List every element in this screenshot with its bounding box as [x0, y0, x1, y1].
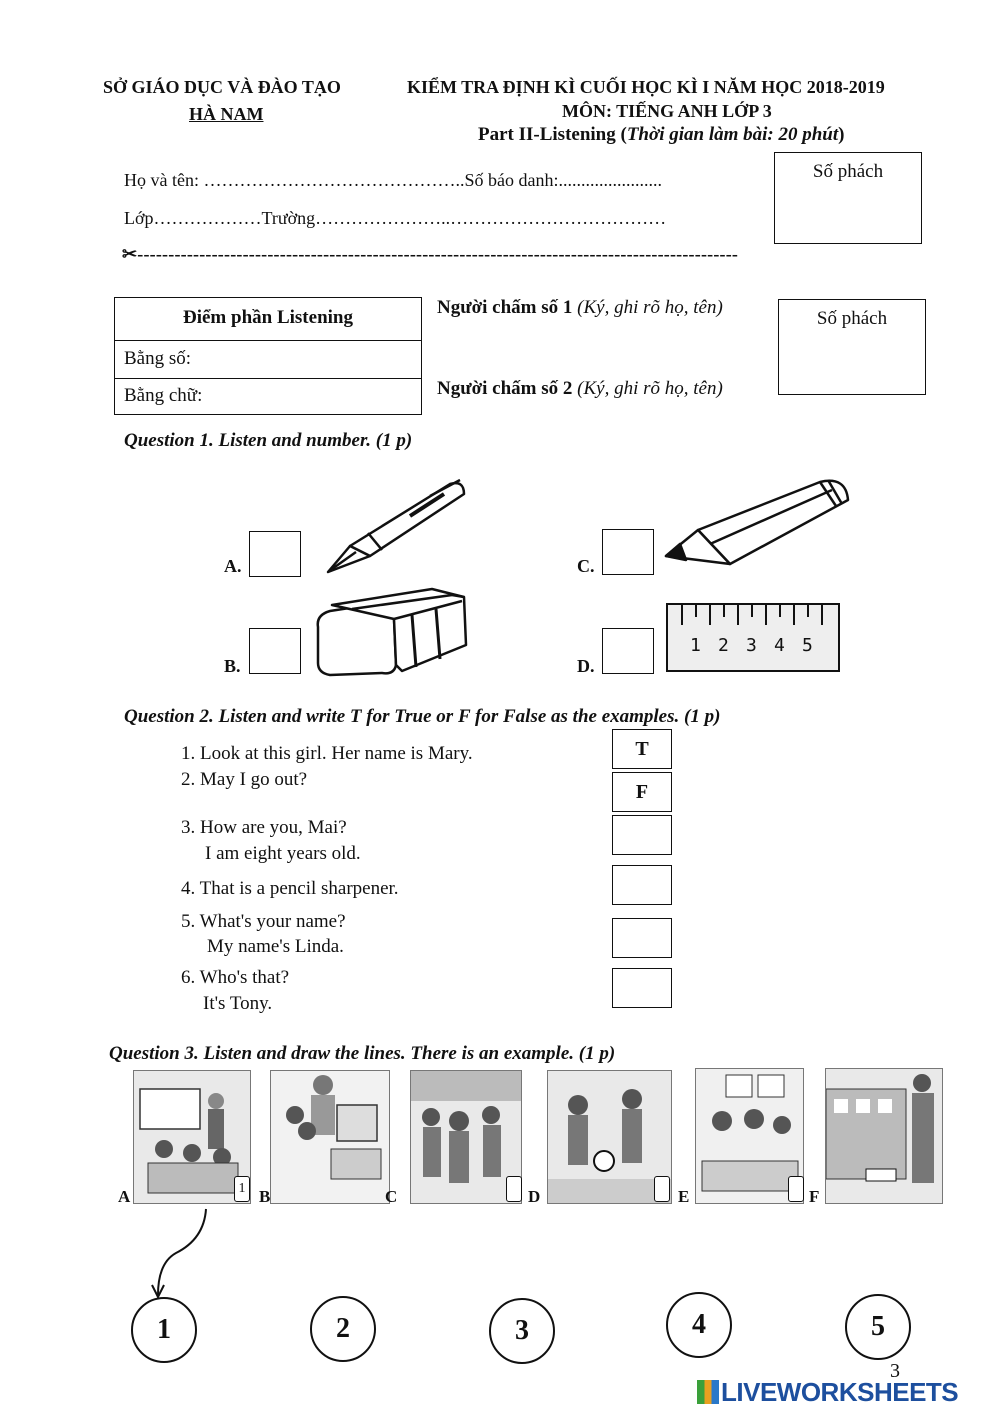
- q1-letter-a: A.: [224, 556, 242, 576]
- ruler-number: 4: [774, 635, 785, 656]
- q2-answer-3[interactable]: [612, 815, 672, 855]
- marker-2: [437, 378, 723, 400]
- q2-answer-5[interactable]: [612, 918, 672, 958]
- score-by-number[interactable]: Bằng số:: [115, 341, 421, 379]
- q3-letter-a: A: [118, 1187, 131, 1206]
- marker-2-label: Người chấm số 2: [437, 378, 573, 399]
- part-title: [478, 124, 844, 146]
- province-title: HÀ NAM: [189, 104, 264, 124]
- q2-answer-1[interactable]: T: [612, 729, 672, 769]
- q1-answer-b[interactable]: [249, 628, 301, 674]
- cut-line: ✂-------------------------------------------------------------------------------------------------: [122, 244, 739, 264]
- pencil-icon: [660, 474, 855, 574]
- q3-letter-b: B: [259, 1187, 271, 1206]
- q3-picture-b: [270, 1070, 390, 1204]
- score-table: [114, 297, 422, 415]
- logo-text: LIVEWORKSHEETS: [721, 1377, 959, 1407]
- ruler-number: 5: [802, 635, 813, 656]
- score-by-words[interactable]: Bằng chữ:: [124, 385, 203, 406]
- q3-number-5[interactable]: 5: [845, 1294, 911, 1360]
- q1-answer-a[interactable]: [249, 531, 301, 577]
- q3-box-c[interactable]: [506, 1176, 522, 1202]
- page-number: 3: [890, 1360, 900, 1382]
- q3-number-4[interactable]: 4: [666, 1292, 732, 1358]
- q1-answer-c[interactable]: [602, 529, 654, 575]
- q1-letter-d: D.: [577, 656, 595, 676]
- q2-answer-2[interactable]: F: [612, 772, 672, 812]
- q1-letter-b: B.: [224, 656, 241, 676]
- logo-icon: [697, 1380, 719, 1404]
- q2-item-2: 2. May I go out?: [181, 769, 308, 790]
- subject-title: MÔN: TIẾNG ANH LỚP 3: [562, 101, 772, 121]
- ruler-icon: [666, 603, 840, 672]
- so-phach-box-score: [778, 299, 926, 395]
- marker-1: [437, 297, 723, 319]
- q3-example-box: 1: [234, 1176, 250, 1202]
- part-time: Thời gian làm bài: 20 phút: [626, 124, 839, 145]
- ruler-number: 3: [746, 635, 757, 656]
- ruler-number: 2: [718, 635, 729, 656]
- part-close: ): [838, 124, 845, 145]
- q2-answer-4[interactable]: [612, 865, 672, 905]
- score-table-title: Điểm phần Listening: [115, 298, 421, 341]
- q1-answer-d[interactable]: [602, 628, 654, 674]
- q2-item-3: 3. How are you, Mai?: [181, 817, 347, 838]
- part-label: Part II-Listening (: [478, 124, 627, 145]
- so-phach-box-top: [774, 152, 922, 244]
- marker-1-note: (Ký, ghi rõ họ, tên): [577, 297, 723, 318]
- computer-room-image: [271, 1071, 389, 1203]
- q3-number-1[interactable]: 1: [131, 1297, 197, 1363]
- q2-item-6-line2: It's Tony.: [203, 993, 273, 1014]
- q2-item-1: 1. Look at this girl. Her name is Mary.: [181, 743, 473, 764]
- q3-letter-c: C: [385, 1187, 398, 1206]
- student-name-line[interactable]: Họ và tên: ……………………………………..Số báo danh:.......................: [124, 170, 662, 190]
- q1-letter-c: C.: [577, 556, 595, 576]
- q2-item-5-line2: My name's Linda.: [207, 936, 344, 957]
- q3-letter-f: F: [809, 1187, 820, 1206]
- question-3-title: Question 3. Listen and draw the lines. There is an example. (1 p): [109, 1043, 616, 1064]
- so-phach-label-score: Số phách: [816, 308, 888, 329]
- question-1-title: Question 1. Listen and number. (1 p): [124, 430, 413, 451]
- classroom-teacher-image: [134, 1071, 250, 1203]
- q2-item-3-line2: I am eight years old.: [205, 843, 361, 864]
- student-class-line[interactable]: Lớp………………Trường…………………..………………………………: [124, 208, 667, 228]
- school-department-title: SỞ GIÁO DỤC VÀ ĐÀO TẠO: [103, 77, 341, 97]
- q3-letter-d: D: [528, 1187, 541, 1206]
- ruler-number: 1: [690, 635, 701, 656]
- example-arrow: [140, 1205, 220, 1300]
- marker-2-note: (Ký, ghi rõ họ, tên): [577, 378, 723, 399]
- q3-letter-e: E: [678, 1187, 690, 1206]
- fountain-pen-icon: [310, 476, 470, 576]
- school-building-image: [826, 1069, 942, 1203]
- q3-box-e[interactable]: [788, 1176, 804, 1202]
- so-phach-label-top: Số phách: [812, 161, 884, 182]
- question-2-title: Question 2. Listen and write T for True or F for False as the examples. (1 p): [124, 706, 721, 727]
- playground-friends-image: [411, 1071, 521, 1203]
- q2-item-4: 4. That is a pencil sharpener.: [181, 878, 399, 899]
- exam-title: KIỂM TRA ĐỊNH KÌ CUỐI HỌC KÌ I NĂM HỌC 2018-2019: [407, 77, 885, 97]
- q3-box-d[interactable]: [654, 1176, 670, 1202]
- drawing-class-image: [696, 1069, 803, 1203]
- q3-number-3[interactable]: 3: [489, 1298, 555, 1364]
- football-game-image: [548, 1071, 671, 1203]
- ruler-ticks: [668, 605, 838, 635]
- q2-item-6: 6. Who's that?: [181, 967, 290, 988]
- q3-picture-f: [825, 1068, 943, 1204]
- q2-answer-6[interactable]: [612, 968, 672, 1008]
- q2-item-5: 5. What's your name?: [181, 911, 346, 932]
- marker-1-label: Người chấm số 1: [437, 297, 573, 318]
- eraser-icon: [312, 585, 472, 680]
- q3-number-2[interactable]: 2: [310, 1296, 376, 1362]
